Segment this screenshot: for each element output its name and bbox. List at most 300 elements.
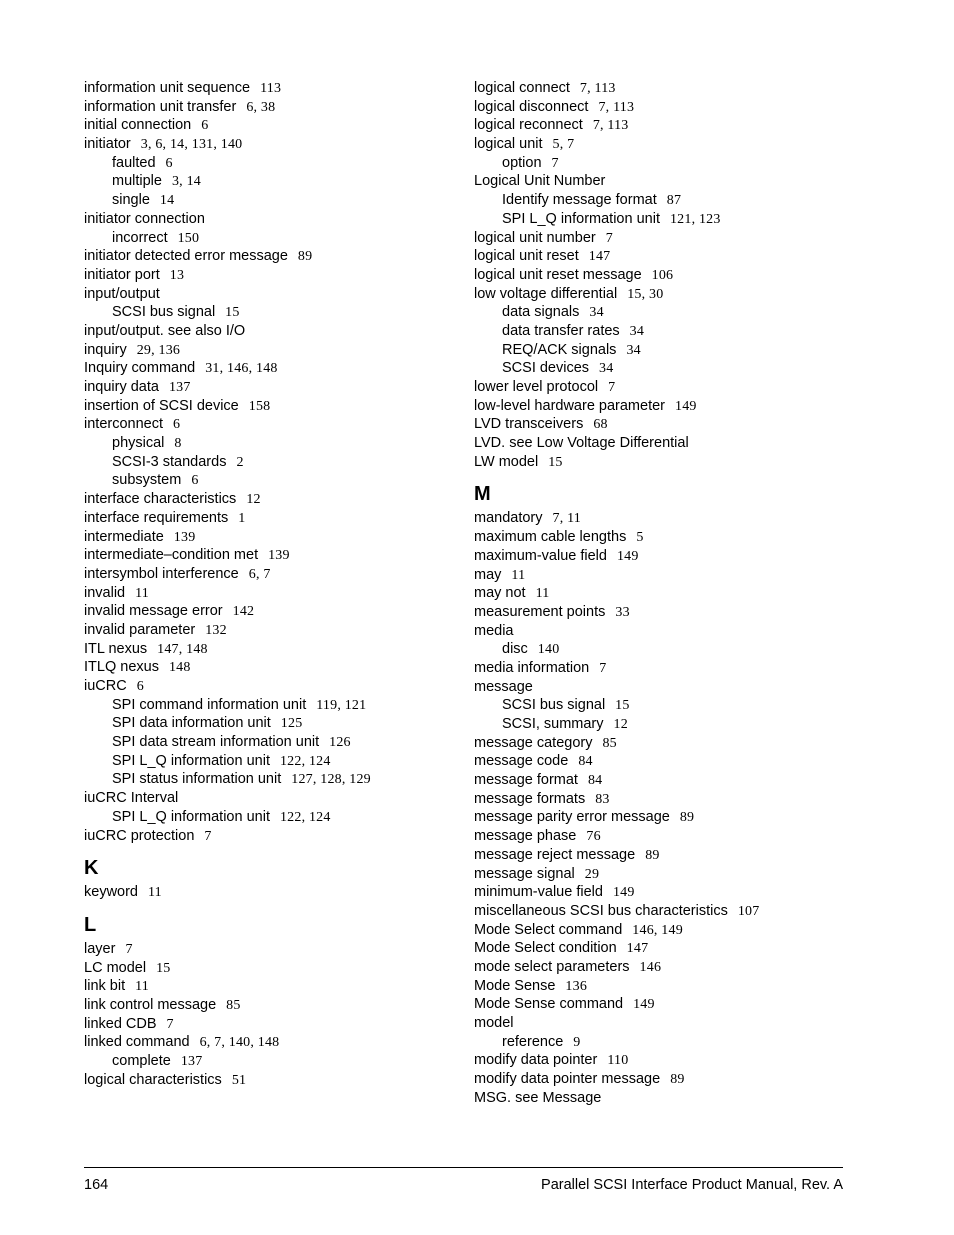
index-term: mode select parameters [474, 958, 630, 975]
index-term: modify data pointer [474, 1052, 598, 1069]
index-page-refs: 7 [125, 941, 133, 957]
index-term: SCSI-3 standards [112, 453, 227, 470]
index-term: linked CDB [84, 1015, 157, 1032]
index-subentry [474, 696, 874, 715]
index-entry [474, 266, 874, 285]
index-entry [474, 285, 874, 304]
index-term: Inquiry command [84, 360, 196, 377]
index-entry [474, 397, 874, 416]
index-entry [84, 827, 454, 846]
index-entry [474, 378, 874, 397]
index-page-refs: 85 [602, 735, 617, 751]
index-term: ITLQ nexus [84, 659, 159, 676]
index-entry [84, 996, 454, 1015]
index-page-refs: 29 [584, 866, 600, 882]
index-term: SCSI devices [502, 360, 590, 377]
index-entry [84, 490, 454, 509]
index-entry [474, 883, 874, 902]
index-page-refs: 5, 7 [552, 137, 575, 153]
index-page-refs: 6, 38 [246, 99, 276, 115]
index-entry [474, 434, 874, 453]
index-term: reference [502, 1033, 564, 1050]
section-heading: K [84, 857, 99, 880]
index-subentry [84, 172, 454, 191]
index-page-refs: 122, 124 [279, 753, 331, 769]
index-page-refs: 13 [169, 267, 185, 283]
index-entry [84, 135, 454, 154]
index-page-refs: 7 [608, 380, 616, 395]
index-page-refs: 127, 128, 129 [291, 772, 371, 788]
index-subentry [474, 715, 874, 734]
index-entry [474, 566, 874, 585]
index-term: minimum-value field [474, 884, 603, 901]
index-term: layer [84, 940, 116, 957]
index-page-refs: 147 [626, 941, 649, 957]
index-subentry [84, 733, 454, 752]
index-term: message code [474, 753, 569, 770]
index-term: maximum-value field [474, 547, 607, 564]
index-entry [84, 397, 454, 416]
index-page-refs: 11 [511, 567, 526, 583]
index-entry [474, 995, 874, 1014]
index-page-refs: 137 [168, 380, 191, 395]
index-term: logical disconnect [474, 98, 589, 115]
index-page-refs: 146 [639, 959, 662, 975]
footer-page-number: 164 [84, 1177, 109, 1193]
index-term: logical unit reset message [474, 266, 642, 283]
index-entry [84, 79, 454, 98]
index-entry [84, 640, 454, 659]
index-page-refs: 7, 113 [579, 81, 616, 96]
index-term: option [502, 154, 542, 171]
index-term: message parity error message [474, 809, 670, 826]
index-term: message reject message [474, 846, 636, 863]
index-column-left [84, 79, 454, 1089]
index-subentry [474, 191, 874, 210]
index-entry [474, 453, 874, 472]
index-term: SCSI bus signal [502, 697, 606, 714]
index-term: interface requirements [84, 509, 229, 526]
index-term: iuCRC Interval [84, 790, 179, 807]
index-entry [474, 622, 874, 641]
index-entry [84, 602, 454, 621]
index-entry [84, 584, 454, 603]
index-entry [474, 1089, 874, 1108]
index-term: information unit sequence [84, 80, 251, 96]
index-term: message phase [474, 828, 577, 845]
index-entry [84, 247, 454, 266]
index-page-refs: 121, 123 [669, 211, 721, 227]
index-page-refs: 89 [297, 249, 313, 265]
index-subentry [84, 714, 454, 733]
index-page-refs: 126 [329, 735, 351, 751]
index-page-refs: 34 [589, 305, 604, 321]
index-page-refs: 106 [651, 267, 674, 283]
index-page-refs: 12 [613, 717, 628, 732]
index-term: modify data pointer message [474, 1071, 661, 1088]
index-term: intersymbol interference [84, 565, 239, 582]
index-page-refs: 7, 11 [552, 511, 581, 527]
index-term: complete [112, 1053, 171, 1069]
index-page-refs: 7 [204, 828, 212, 844]
index-page-refs: 11 [148, 885, 162, 901]
index-subentry [474, 359, 874, 378]
index-term: message format [474, 772, 578, 789]
index-page-refs: 34 [629, 323, 645, 339]
index-subentry [84, 752, 454, 771]
index-page-refs: 142 [232, 604, 255, 620]
index-page-refs: 14 [159, 193, 175, 209]
index-term: may not [474, 585, 526, 602]
index-entry [474, 247, 874, 266]
index-page-refs: 3, 6, 14, 131, 140 [140, 137, 243, 153]
index-page-refs: 6 [191, 473, 199, 489]
index-entry [474, 827, 874, 846]
index-page-refs: 15 [156, 960, 171, 976]
index-page-refs: 6 [136, 679, 144, 694]
index-entry [474, 1051, 874, 1070]
index-term: message signal [474, 865, 575, 882]
index-page-refs: 139 [268, 548, 290, 564]
index-entry [84, 621, 454, 640]
index-term: initiator detected error message [84, 248, 288, 265]
footer-rule [84, 1167, 843, 1168]
index-term: media information [474, 659, 590, 676]
index-page-refs: 87 [666, 193, 682, 209]
index-page-refs: 122, 124 [279, 809, 331, 825]
index-term: low-level hardware parameter [474, 397, 665, 414]
index-entry [474, 229, 874, 248]
index-subentry [84, 229, 454, 248]
index-term: SCSI, summary [502, 716, 604, 732]
index-term: SPI status information unit [112, 771, 282, 788]
index-page-refs: 76 [586, 829, 601, 845]
index-page-refs: 51 [231, 1072, 247, 1088]
index-entry [84, 883, 454, 902]
index-term: input/output. see also I/O [84, 322, 246, 339]
index-subentry [474, 154, 874, 173]
index-term: REQ/ACK signals [502, 341, 617, 358]
index-entry [84, 565, 454, 584]
index-entry [474, 584, 874, 603]
index-entry [84, 341, 454, 360]
index-term: inquiry data [84, 379, 159, 395]
index-page-refs: 7 [551, 155, 559, 171]
index-term: link control message [84, 996, 217, 1013]
index-entry [474, 528, 874, 547]
index-entry [84, 266, 454, 285]
index-page-refs: 110 [607, 1053, 629, 1069]
index-entry [84, 1015, 454, 1034]
index-page-refs: 11 [135, 585, 149, 601]
index-term: faulted [112, 154, 156, 171]
index-term: LC model [84, 959, 147, 976]
index-term: LVD transceivers [474, 416, 584, 433]
index-entry [84, 210, 454, 229]
index-term: may [474, 566, 502, 583]
index-term: logical unit reset [474, 248, 579, 265]
index-subentry [474, 341, 874, 360]
index-entry [474, 603, 874, 622]
index-entry [474, 547, 874, 566]
index-page-refs: 11 [135, 979, 149, 995]
index-entry [84, 116, 454, 135]
index-page-refs: 29, 136 [136, 342, 181, 358]
index-page-refs: 9 [573, 1034, 581, 1050]
index-term: physical [112, 435, 165, 452]
index-term: logical unit number [474, 229, 596, 246]
index-page-refs: 15 [615, 698, 630, 714]
index-subentry [84, 154, 454, 173]
index-term: lower level protocol [474, 379, 599, 395]
index-term: link bit [84, 978, 126, 995]
index-term: subsystem [112, 472, 182, 489]
index-subentry [474, 322, 874, 341]
index-term: intermediate [84, 528, 164, 545]
index-page-refs: 11 [535, 586, 550, 602]
index-page-refs: 6 [165, 155, 173, 171]
index-page-refs: 31, 146, 148 [205, 361, 278, 377]
index-page-refs: 84 [578, 754, 593, 770]
index-term: measurement points [474, 603, 606, 620]
index-term: iuCRC [84, 678, 127, 694]
index-subentry [84, 1052, 454, 1071]
index-page-refs: 83 [595, 791, 610, 807]
index-term: intermediate–condition met [84, 547, 259, 564]
index-entry [84, 789, 454, 808]
index-term: Mode Sense [474, 977, 556, 994]
index-page-refs: 107 [737, 903, 760, 919]
index-page-refs: 15 [225, 305, 240, 321]
index-page-refs: 149 [675, 398, 697, 414]
index-page-refs: 7 [599, 660, 607, 676]
index-term: ITL nexus [84, 640, 148, 657]
index-entry [84, 285, 454, 304]
index-entry [474, 752, 874, 771]
index-term: media [474, 622, 514, 639]
index-page-refs: 113 [260, 81, 282, 96]
index-page-refs: 3, 14 [171, 174, 201, 190]
index-page-refs: 149 [612, 885, 635, 901]
index-page-refs: 148 [168, 660, 191, 676]
index-page-refs: 89 [679, 810, 695, 826]
index-page-refs: 147, 148 [157, 641, 208, 657]
index-page-refs: 33 [615, 604, 630, 620]
index-page-refs: 15 [548, 454, 563, 470]
index-term: message [474, 678, 533, 695]
index-term: input/output [84, 285, 160, 302]
index-term: initiator connection [84, 210, 205, 227]
index-entry [474, 678, 874, 697]
index-page-refs: 7 [166, 1016, 174, 1032]
index-entry [474, 116, 874, 135]
index-term: message category [474, 734, 593, 751]
index-entry [474, 902, 874, 921]
index-entry [474, 415, 874, 434]
index-term: information unit transfer [84, 98, 237, 115]
index-entry [84, 528, 454, 547]
index-entry [84, 359, 454, 378]
index-term: initiator [84, 136, 131, 153]
index-page-refs: 2 [236, 454, 244, 470]
index-term: insertion of SCSI device [84, 397, 239, 414]
index-term: Mode Select command [474, 921, 623, 938]
index-subentry [84, 808, 454, 827]
index-entry [84, 677, 454, 696]
index-page-refs: 6, 7, 140, 148 [199, 1035, 280, 1051]
index-page-refs: 147 [588, 249, 611, 265]
index-term: Mode Sense command [474, 996, 624, 1013]
index-entry [84, 98, 454, 117]
index-term: initial connection [84, 117, 192, 134]
index-entry [84, 940, 454, 959]
index-term: interface characteristics [84, 491, 237, 508]
index-term: LVD. see Low Voltage Differential [474, 435, 689, 452]
index-page-refs: 139 [173, 529, 196, 545]
index-page-refs: 7, 113 [592, 118, 629, 134]
index-page-refs: 1 [238, 510, 246, 526]
index-term: Logical Unit Number [474, 173, 606, 190]
index-entry [84, 415, 454, 434]
index-term: Mode Select condition [474, 940, 617, 957]
index-entry [474, 865, 874, 884]
index-entry [474, 734, 874, 753]
index-subentry [474, 210, 874, 229]
index-term: data signals [502, 304, 580, 321]
index-entry [474, 939, 874, 958]
section-heading: L [84, 913, 97, 936]
index-page-refs: 140 [537, 642, 560, 658]
index-term: single [112, 192, 150, 209]
index-page-refs: 12 [246, 492, 261, 508]
index-subentry [84, 453, 454, 472]
index-term: interconnect [84, 416, 163, 433]
index-entry [474, 172, 874, 191]
index-entry [474, 1070, 874, 1089]
index-subentry [474, 1033, 874, 1052]
index-entry [474, 921, 874, 940]
index-entry [84, 509, 454, 528]
index-term: initiator port [84, 266, 160, 283]
index-entry [84, 1033, 454, 1052]
index-subentry [474, 640, 874, 659]
index-page-refs: 6 [201, 118, 209, 134]
index-page-refs: 7 [605, 230, 613, 246]
index-subentry [84, 191, 454, 210]
index-term: SPI L_Q information unit [112, 752, 270, 769]
index-term: keyword [84, 884, 138, 901]
index-term: maximum cable lengths [474, 529, 627, 546]
index-entry [474, 771, 874, 790]
index-page-refs: 125 [280, 716, 303, 732]
index-term: LW model [474, 453, 539, 470]
index-page-refs: 6 [173, 417, 181, 433]
index-entry [474, 1014, 874, 1033]
index-entry [474, 977, 874, 996]
index-entry [84, 977, 454, 996]
index-term: linked command [84, 1034, 190, 1051]
section-heading: M [474, 483, 491, 506]
index-term: logical reconnect [474, 117, 583, 134]
index-term: message formats [474, 790, 586, 807]
index-term: low voltage differential [474, 285, 618, 302]
index-entry [84, 959, 454, 978]
index-entry [474, 135, 874, 154]
index-term: multiple [112, 173, 162, 190]
index-term: model [474, 1015, 514, 1031]
index-column-right [474, 79, 874, 1107]
index-entry [474, 98, 874, 117]
index-entry [474, 958, 874, 977]
index-subentry [84, 696, 454, 715]
index-term: iuCRC protection [84, 827, 195, 844]
footer-manual-title: Parallel SCSI Interface Product Manual, Rev. A [541, 1177, 843, 1193]
index-entry [84, 546, 454, 565]
index-term: SPI L_Q information unit [502, 210, 660, 227]
index-page-refs: 15, 30 [627, 286, 664, 302]
index-term: Identify message format [502, 192, 657, 209]
index-page-refs: 119, 121 [316, 697, 367, 713]
index-entry [84, 1071, 454, 1090]
index-term: SPI data information unit [112, 715, 271, 732]
index-entry [84, 378, 454, 397]
index-term: logical connect [474, 80, 570, 96]
index-term: SPI L_Q information unit [112, 808, 270, 825]
index-page-refs: 89 [645, 847, 660, 863]
index-page-refs: 137 [180, 1054, 203, 1069]
index-term: logical unit [474, 136, 543, 153]
index-page-refs: 84 [587, 773, 603, 789]
index-page-refs: 149 [633, 997, 655, 1013]
index-entry [474, 846, 874, 865]
index-page-refs: 34 [626, 342, 641, 358]
index-term: invalid message error [84, 603, 223, 620]
index-term: miscellaneous SCSI bus characteristics [474, 902, 728, 919]
index-entry [474, 808, 874, 827]
index-subentry [84, 770, 454, 789]
index-page-refs: 34 [599, 361, 614, 377]
index-term: SPI data stream information unit [112, 734, 320, 751]
index-page-refs: 158 [248, 398, 271, 414]
index-page-refs: 149 [616, 548, 639, 564]
index-page-refs: 8 [174, 436, 182, 452]
index-term: SCSI bus signal [112, 304, 216, 321]
index-entry [474, 659, 874, 678]
index-entry [84, 322, 454, 341]
index-entry [474, 790, 874, 809]
index-page-refs: 146, 149 [632, 922, 683, 938]
index-subentry [474, 303, 874, 322]
index-entry [474, 79, 874, 98]
index-page-refs: 7, 113 [598, 99, 635, 115]
index-term: data transfer rates [502, 322, 620, 339]
index-entry [84, 658, 454, 677]
index-term: invalid [84, 584, 126, 601]
index-page-refs: 68 [593, 417, 608, 433]
index-page-refs: 132 [205, 622, 227, 638]
index-term: inquiry [84, 341, 127, 358]
index-term: MSG. see Message [474, 1089, 602, 1106]
index-term: disc [502, 641, 528, 658]
index-term: SPI command information unit [112, 696, 307, 713]
index-subentry [84, 434, 454, 453]
index-page-refs: 136 [565, 978, 588, 994]
index-page-refs: 89 [670, 1072, 685, 1088]
index-subentry [84, 303, 454, 322]
index-term: logical characteristics [84, 1071, 222, 1088]
index-page-refs: 6, 7 [248, 566, 271, 582]
index-term: incorrect [112, 229, 168, 246]
